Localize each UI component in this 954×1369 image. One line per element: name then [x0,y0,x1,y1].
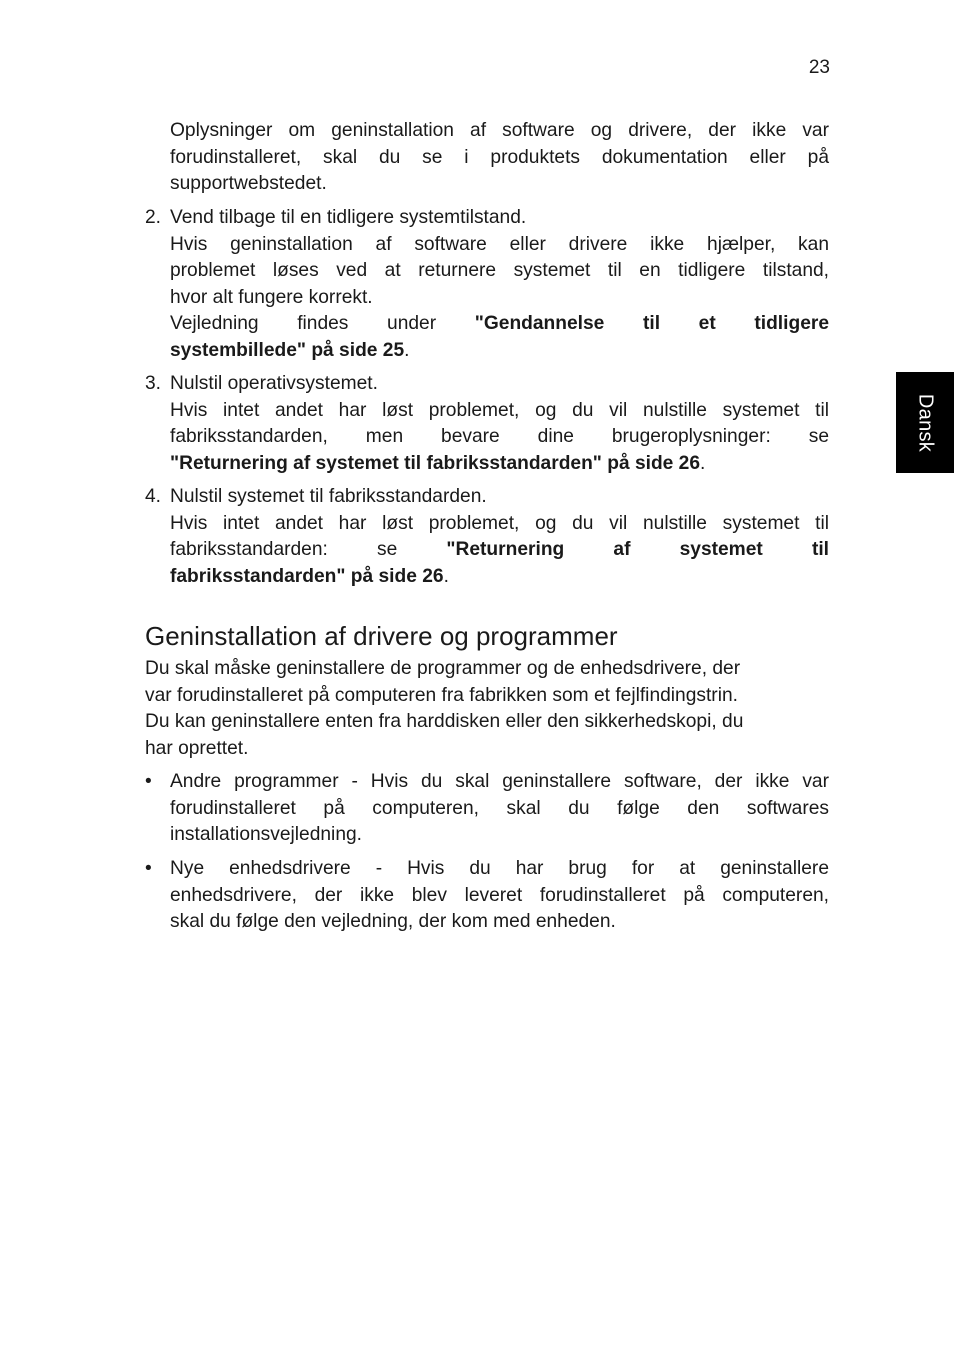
step-2 [145,205,829,365]
text-line: Hvis intet andet har løst problemet, og du vil nulstille systemet til [170,512,829,534]
bullet-text [170,769,829,849]
text-line: Hvis intet andet har løst problemet, og du vil nulstille systemet til [170,399,829,421]
step-number: 2. [145,207,162,228]
ref-suffix: . [404,339,410,361]
cross-reference-link[interactable]: "Returnering af systemet til fabriksstandarden" på side 26 [170,452,701,474]
bullet-marker: • [145,771,152,792]
text-line: supportwebstedet. [170,173,327,195]
step-title: Nulstil operativsystemet. [170,373,378,394]
cross-reference-line [170,338,829,365]
text-line: Du skal måske geninstallere de programmer og de enhedsdrivere, der [145,658,741,679]
step-number: 4. [145,486,162,507]
step-body [170,511,829,591]
text-line: Du kan geninstallere enten fra harddisken eller den sikkerhedskopi, du [145,711,744,733]
text-line: skal du følge den vejledning, der kom med enheden. [170,911,616,933]
text-line: installationsvejledning. [170,824,362,846]
section-heading: Geninstallation af drivere og programmer [145,621,618,651]
cross-reference-line [170,537,829,564]
step-body [170,232,829,365]
text-line: Hvis geninstallation af software eller drivere ikke hjælper, kan [170,233,829,255]
cross-reference-link[interactable]: "Returnering af systemet til [446,539,829,561]
cross-reference-line [170,311,829,338]
step-number: 3. [145,373,162,394]
ref-prefix: Vejledning findes under [170,313,475,335]
bullet-marker: • [145,858,152,879]
cross-reference-link[interactable]: systembillede" på side 25 [170,339,405,361]
text-line: Oplysninger om geninstallation af software og drivere, der ikke var [170,120,829,141]
step-3 [145,371,829,477]
cross-reference-link[interactable]: fabriksstandarden" på side 26 [170,565,444,587]
text-line: enhedsdrivere, der ikke blev leveret forudinstalleret på computeren, [170,884,829,906]
text-line: forudinstalleret, skal du se i produktets dokumentation eller på [170,146,829,168]
text-line: Nye enhedsdrivere - Hvis du har brug for at geninstallere [170,858,829,879]
language-tab-label: Dansk [914,393,937,452]
step-body [170,398,829,478]
text-line: hvor alt fungere korrekt. [170,286,373,308]
cross-reference-line [170,564,829,591]
cross-reference-line [170,451,829,478]
text-line: Andre programmer - Hvis du skal geninstallere software, der ikke var [170,771,829,792]
language-tab [896,372,954,473]
step-title: Nulstil systemet til fabriksstandarden. [170,486,487,507]
ref-suffix: . [700,452,706,474]
bullet-item [145,769,829,849]
ref-prefix: fabriksstandarden: se [170,539,447,561]
bullet-text [170,856,829,936]
text-line: problemet løses ved at returnere systemet til en tidligere tilstand, [170,260,829,282]
text-line: var forudinstalleret på computeren fra fabrikken som et fejlfindingstrin. [145,684,738,706]
cross-reference-link[interactable]: "Gendannelse til et tidligere [474,313,829,335]
step-4 [145,484,829,590]
step-1-continuation [170,118,829,198]
page-number: 23 [808,57,830,78]
step-title: Vend tilbage til en tidligere systemtilstand. [170,207,527,228]
bullet-item [145,856,829,936]
section-intro [145,656,835,762]
text-line: fabriksstandarden, men bevare dine brugeroplysninger: se [170,426,829,448]
ref-suffix: . [443,565,449,587]
text-line: har oprettet. [145,737,249,759]
text-line: forudinstalleret på computeren, skal du følge den softwares [170,797,829,819]
